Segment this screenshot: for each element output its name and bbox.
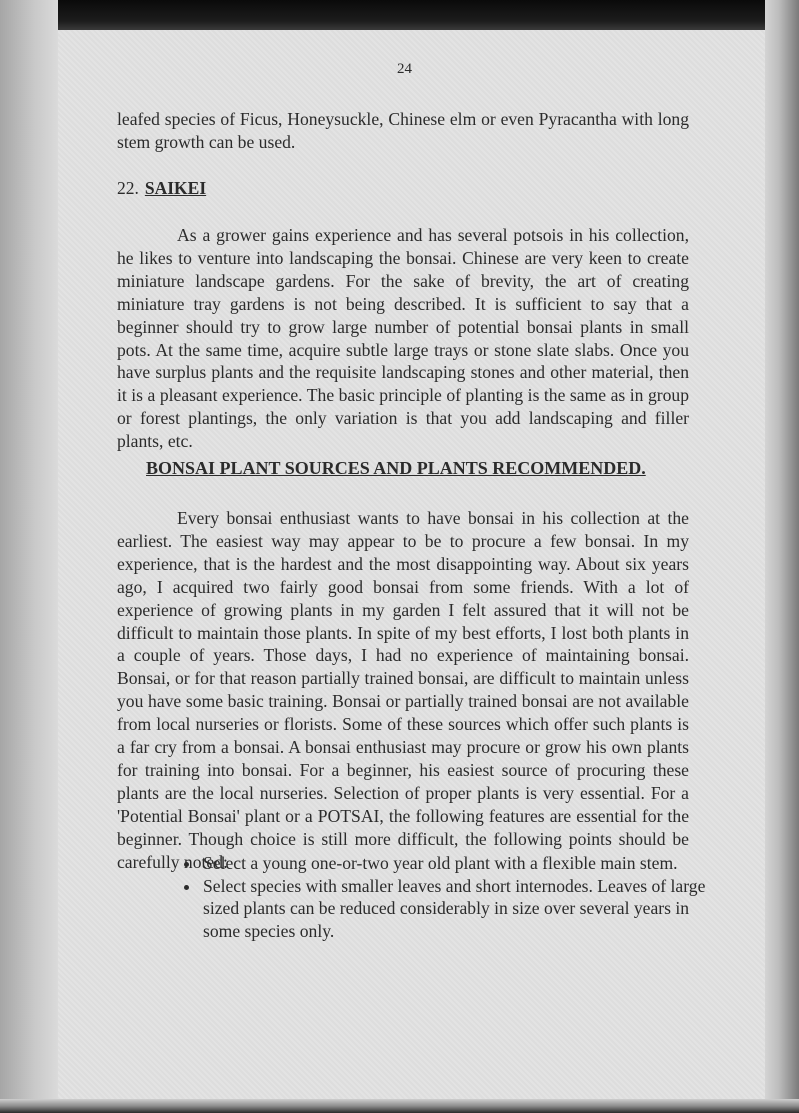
book-page-edge	[765, 0, 799, 1113]
bullet-list	[177, 852, 713, 942]
intro-paragraph: leafed species of Ficus, Honeysuckle, Chinese elm or even Pyracantha with long stem growth can be used.	[117, 109, 689, 152]
book-top-edge	[0, 0, 799, 30]
section-heading-sources: BONSAI PLANT SOURCES AND PLANTS RECOMMENDED.	[146, 458, 646, 478]
sources-paragraph: Every bonsai enthusiast wants to have bonsai in his collection at the earliest. The easiest way may appear to be to procure a few bonsai. In my experience, that is the hardest and the most disappointing way. About six years ago, I acquired two fairly good bonsai from some friends. With a lot of experience of growing plants in my garden I felt assured that it will not be difficult to maintain those plants. In spite of my best efforts, I lost both plants in a couple of years. Those days, I had no experience of maintaining bonsai. Bonsai, or for that reason partially trained bonsai, are difficult to maintain unless you have some basic training. Bonsai or partially trained bonsai are not available from local nurseries or florists. Some of these sources which offer such plants is a far cry from a bonsai. A bonsai enthusiast may procure or grow his own plants for training into bonsai. For a beginner, his easiest source of procuring these plants are the local nurseries. Selection of proper plants is very essential. For a 'Potential Bonsai' plant or a POTSAI, the following features are essential for the beginner. Though choice is still more difficult, the following points should be carefully noted:	[117, 508, 689, 872]
page-number: 24	[397, 61, 412, 77]
book-bottom-edge	[0, 1099, 799, 1113]
list-item: • Select a young one-or-two year old plant with a flexible main stem.	[201, 852, 713, 875]
section-number: 22.	[117, 178, 139, 198]
section-title: SAIKEI	[144, 178, 207, 198]
book-gutter	[0, 0, 58, 1113]
saikei-paragraph: As a grower gains experience and has several potsois in his collection, he likes to venture into landscaping the bonsai. Chinese are very keen to create miniature landscape gardens. For the sake of brevity, the art of creating miniature tray gardens is not being described. It is sufficient to say that a beginner should try to grow large number of potential bonsai plants in small pots. At the same time, acquire subtle large trays or stone slate slabs. Once you have surplus plants and the requisite landscaping stones and other material, then it is a pleasant experience. The basic principle of planting is the same as in group or forest plantings, the only variation is that you add landscaping and filler plants, etc.	[117, 225, 689, 452]
section-heading-saikei	[117, 178, 206, 199]
list-item: • Select species with smaller leaves and short internodes. Leaves of large sized plants can be reduced considerably in size over several years in some species only.	[201, 875, 713, 943]
